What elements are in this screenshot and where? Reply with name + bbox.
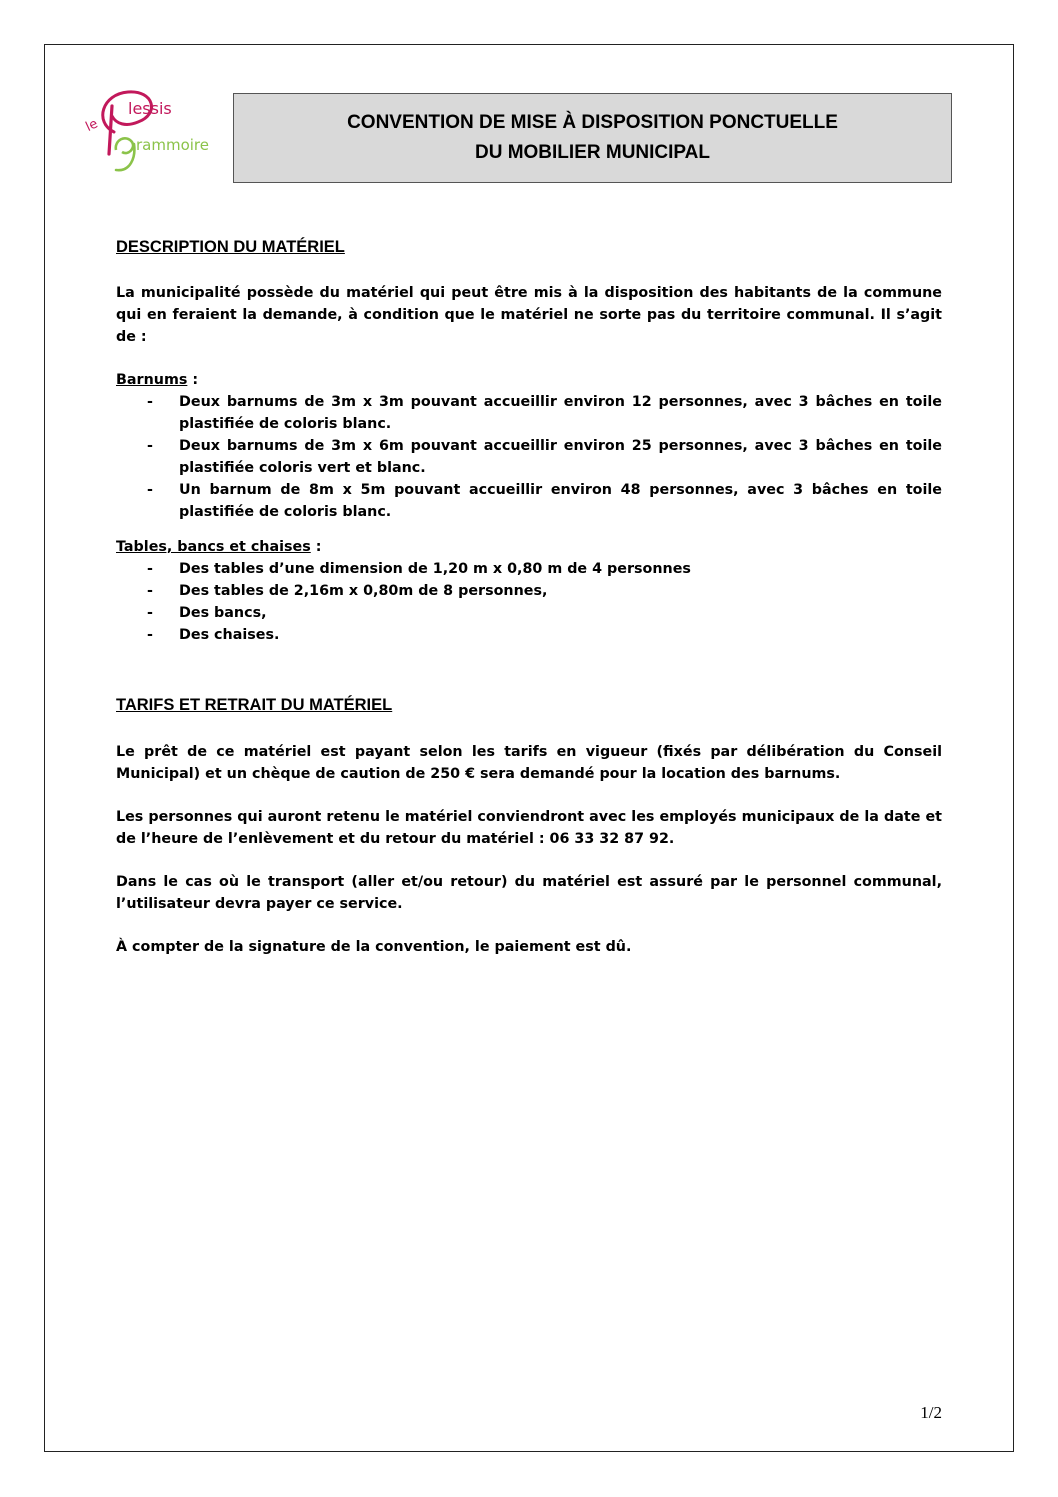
tables-list <box>116 558 942 646</box>
description-intro: La municipalité possède du matériel qui peut être mis à la disposition des habitants de la commune qui en feraient la demande, à condition que le matériel ne sorte pas du territoire communal. Il s’agit de : <box>116 285 942 345</box>
barnums-colon: : <box>187 372 199 388</box>
plessis-grammoire-logo <box>76 84 212 180</box>
tarifs-heading: TARIFS ET RETRAIT DU MATÉRIEL <box>116 696 393 714</box>
list-item <box>116 391 942 435</box>
logo-text-le: le <box>83 116 101 135</box>
document-body <box>116 236 942 958</box>
list-item <box>116 558 942 580</box>
list-item <box>116 435 942 479</box>
tables-label-line <box>116 536 942 558</box>
document-title-box <box>233 93 952 183</box>
document-title-line1: CONVENTION DE MISE À DISPOSITION PONCTUELLE <box>347 112 838 133</box>
bullet-dash: - <box>147 605 153 621</box>
barnums-label-line <box>116 369 942 391</box>
logo-text-plessis: lessis <box>128 99 172 118</box>
bullet-dash: - <box>147 482 153 498</box>
bullet-dash: - <box>147 561 153 577</box>
list-item-text: Des tables d’une dimension de 1,20 m x 0,80 m de 4 personnes <box>179 561 691 577</box>
barnums-list <box>116 391 942 523</box>
bullet-dash: - <box>147 583 153 599</box>
list-item <box>116 580 942 602</box>
tarifs-paragraph: À compter de la signature de la convention, le paiement est dû. <box>116 939 632 955</box>
bullet-dash: - <box>147 438 153 454</box>
list-item-text: Des chaises. <box>179 627 280 643</box>
list-item-text: Des tables de 2,16m x 0,80m de 8 personnes, <box>179 583 548 599</box>
list-item-text: Des bancs, <box>179 605 267 621</box>
bullet-dash: - <box>147 627 153 643</box>
list-item-text: Deux barnums de 3m x 3m pouvant accueillir environ 12 personnes, avec 3 bâches en toile plastifiée de coloris blanc. <box>179 394 942 432</box>
list-item-text: Un barnum de 8m x 5m pouvant accueillir environ 48 personnes, avec 3 bâches en toile plastifiée de coloris blanc. <box>179 482 942 520</box>
bullet-dash: - <box>147 394 153 410</box>
list-item <box>116 479 942 523</box>
page-number: 1/2 <box>920 1403 942 1422</box>
tarifs-paragraph: Dans le cas où le transport (aller et/ou retour) du matériel est assuré par le personnel communal, l’utilisateur devra payer ce service. <box>116 874 942 912</box>
list-item <box>116 624 942 646</box>
tables-colon: : <box>310 539 322 555</box>
list-item-text: Deux barnums de 3m x 6m pouvant accueillir environ 25 personnes, avec 3 bâches en toile plastifiée coloris vert et blanc. <box>179 438 942 476</box>
barnums-label: Barnums <box>116 372 188 388</box>
logo-text-grammoire: rammoire <box>136 136 209 154</box>
tarifs-paragraph: Le prêt de ce matériel est payant selon les tarifs en vigueur (fixés par délibération du Conseil Municipal) et un chèque de caution de 250 € sera demandé pour la location des barnums. <box>116 744 942 782</box>
tables-label: Tables, bancs et chaises <box>116 539 311 555</box>
description-heading: DESCRIPTION DU MATÉRIEL <box>116 238 345 256</box>
list-item <box>116 602 942 624</box>
tarifs-paragraph: Les personnes qui auront retenu le matériel conviendront avec les employés municipaux de la date et de l’heure de l’enlèvement et du retour du matériel : 06 33 32 87 92. <box>116 809 942 847</box>
document-title-line2: DU MOBILIER MUNICIPAL <box>474 142 711 163</box>
